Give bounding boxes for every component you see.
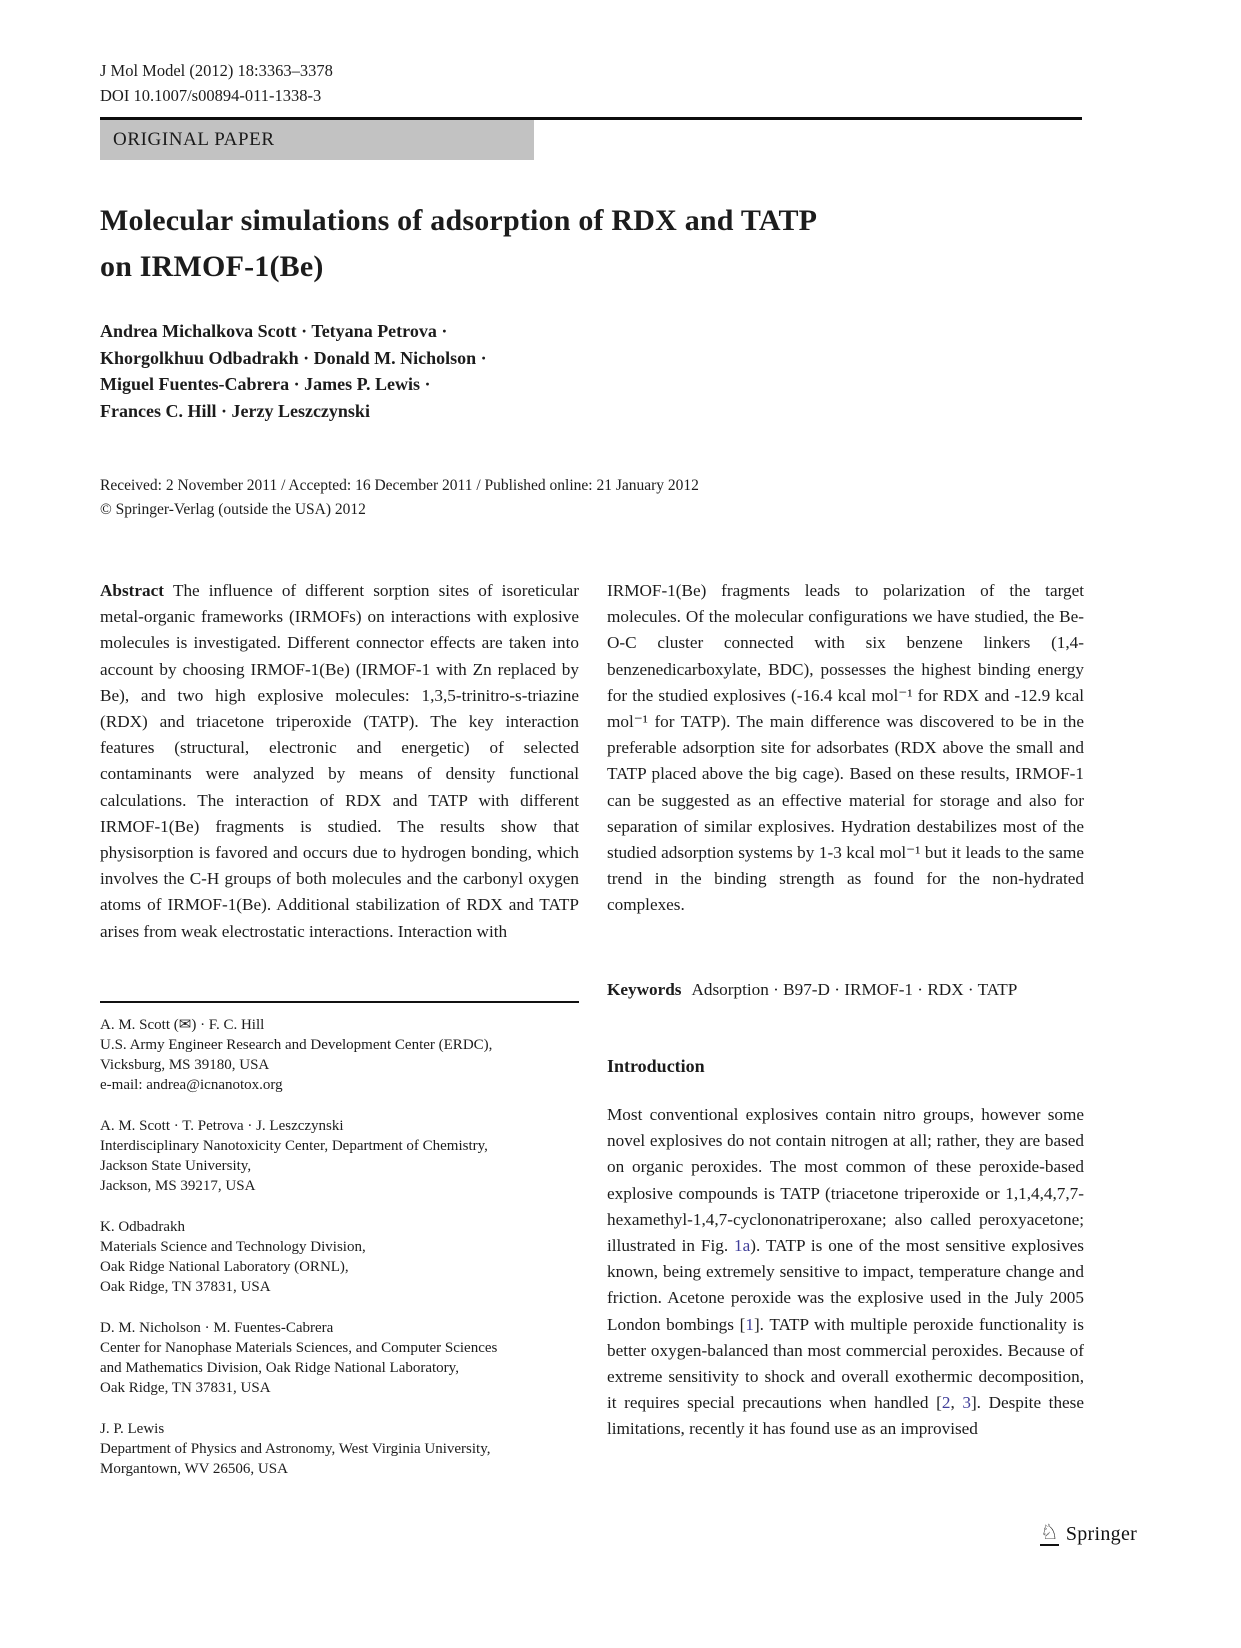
- intro-text: ]. Despite these limitations, recently it has found use as an improvised: [607, 1393, 1084, 1439]
- article-title: [100, 198, 817, 290]
- introduction-paragraph-container: [607, 1102, 1084, 1443]
- copyright-line: © Springer-Verlag (outside the USA) 2012: [100, 501, 366, 518]
- affiliation-block: [100, 1015, 579, 1095]
- keywords-label: Keywords: [607, 980, 682, 999]
- author-line: Miguel Fuentes-Cabrera · James P. Lewis ·: [100, 374, 431, 394]
- author-list: [100, 318, 487, 424]
- affiliation-line: J. P. Lewis: [100, 1421, 165, 1437]
- affiliation-block: [100, 1318, 579, 1398]
- intro-text: ]. TATP with multiple peroxide functionality is better oxygen-balanced than most commercial peroxides. Because of extreme sensitivity to shock and overall exothermic decomposition, it requires special precautions when handled [: [607, 1314, 1084, 1413]
- affiliation-line: Jackson, MS 39217, USA: [100, 1178, 256, 1194]
- affiliation-line: Interdisciplinary Nanotoxicity Center, Department of Chemistry,: [100, 1138, 488, 1154]
- abstract-continuation-paragraph: [607, 578, 1084, 919]
- journal-citation: J Mol Model (2012) 18:3363–3378: [100, 61, 333, 80]
- affiliation-line: A. M. Scott · T. Petrova · J. Leszczynski: [100, 1118, 344, 1134]
- abstract-label: Abstract: [100, 581, 164, 600]
- affiliation-block: [100, 1419, 579, 1479]
- affiliation-line: and Mathematics Division, Oak Ridge National Laboratory,: [100, 1360, 459, 1376]
- figure-1a-link[interactable]: 1a: [734, 1236, 751, 1256]
- keywords-row: [607, 977, 1084, 1003]
- author-line: Andrea Michalkova Scott · Tetyana Petrova ·: [100, 321, 448, 341]
- affiliation-line: Vicksburg, MS 39180, USA: [100, 1057, 270, 1073]
- reference-2-link[interactable]: 2: [941, 1393, 951, 1413]
- article-title-line1: Molecular simulations of adsorption of RDX and TATP: [100, 204, 818, 237]
- right-column: [607, 578, 1084, 919]
- left-column: [100, 578, 579, 945]
- affiliation-line: Jackson State University,: [100, 1158, 252, 1174]
- footnote-rule: [100, 1001, 579, 1003]
- affiliation-line: Oak Ridge, TN 37831, USA: [100, 1380, 271, 1396]
- affiliations-footnote-area: [100, 1001, 579, 1500]
- publisher-logo-text: Springer: [1065, 1523, 1138, 1545]
- author-line: Khorgolkhuu Odbadrakh · Donald M. Nicholson ·: [100, 347, 487, 368]
- article-type-label: ORIGINAL PAPER: [113, 129, 275, 150]
- received-accepted-line: Received: 2 November 2011 / Accepted: 16 December 2011 / Published online: 21 January 2012: [100, 477, 699, 494]
- affiliation-line: Oak Ridge, TN 37831, USA: [100, 1279, 271, 1295]
- intro-text: ,: [950, 1393, 963, 1413]
- publisher-logo: [1040, 1522, 1137, 1546]
- article-type-banner: [100, 120, 534, 160]
- section-heading-introduction: Introduction: [607, 1056, 705, 1076]
- springer-knight-icon: ♘: [1040, 1520, 1059, 1544]
- abstract-text-right: IRMOF-1(Be) fragments leads to polarization of the target molecules. Of the molecular configurations we have studied, the Be-O-C cluster connected with six benzene linkers (1,4-benzenedicarboxylate, BDC), possesses the highest binding energy for the studied explosives (-16.4 kcal mol⁻¹ for RDX and -12.9 kcal mol⁻¹ for TATP). The main difference was discovered to be in the preferable adsorption site for adsorbates (RDX above the small and TATP placed above the big cage). Based on these results, IRMOF-1 can be suggested as an effective material for storage and also for separation of similar explosives. Hydration destabilizes most of the studied adsorption systems by 1-3 kcal mol⁻¹ but it leads to the same trend in the binding strength as found for the non-hydrated complexes.: [607, 581, 1084, 915]
- publication-history: [100, 474, 699, 522]
- doi-line: DOI 10.1007/s00894-011-1338-3: [100, 86, 322, 105]
- affiliation-line: K. Odbadrakh: [100, 1219, 185, 1235]
- affiliation-line: Materials Science and Technology Division,: [100, 1239, 366, 1255]
- abstract-text-left: The influence of different sorption sites of isoreticular metal-organic frameworks (IRMOFs) on interactions with explosive molecules is investigated. Different connector effects are taken into account by choosing IRMOF-1(Be) (IRMOF-1 with Zn replaced by Be), and two high explosive molecules: 1,3,5-trinitro-s-triazine (RDX) and triacetone triperoxide (TATP). The key interaction features (structural, electronic and energetic) of selected contaminants were analyzed by means of density functional calculations. The interaction of RDX and TATP with different IRMOF-1(Be) fragments is studied. The results show that physisorption is favored and occurs due to hydrogen bonding, which involves the C-H groups of both molecules and the carbonyl oxygen atoms of IRMOF-1(Be). Additional stabilization of RDX and TATP arises from weak electrostatic interactions. Interaction with: [100, 581, 579, 941]
- affiliation-line: U.S. Army Engineer Research and Development Center (ERDC),: [100, 1037, 493, 1053]
- affiliation-block: [100, 1116, 579, 1196]
- introduction-paragraph: [607, 1102, 1084, 1443]
- affiliation-line: Department of Physics and Astronomy, West Virginia University,: [100, 1441, 491, 1457]
- abstract-paragraph: [100, 578, 579, 945]
- affiliation-line: Oak Ridge National Laboratory (ORNL),: [100, 1259, 349, 1275]
- author-line: Frances C. Hill · Jerzy Leszczynski: [100, 400, 370, 421]
- intro-text: Most conventional explosives contain nitro groups, however some novel explosives do not contain nitrogen at all; rather, they are based on organic peroxides. The most common of these peroxide-based explosive compounds is TATP (triacetone triperoxide or 1,1,4,4,7,7-hexamethyl-1,4,7-cyclononatriperoxane; also called peroxyacetone; illustrated in Fig.: [607, 1105, 1084, 1256]
- journal-header: [100, 58, 333, 108]
- affiliation-line: A. M. Scott (✉) · F. C. Hill: [100, 1017, 265, 1033]
- affiliation-email-line: e-mail: andrea@icnanotox.org: [100, 1077, 283, 1093]
- affiliation-line: Center for Nanophase Materials Sciences, and Computer Sciences: [100, 1340, 498, 1356]
- affiliation-line: D. M. Nicholson · M. Fuentes-Cabrera: [100, 1320, 334, 1336]
- keywords-text: Adsorption · B97-D · IRMOF-1 · RDX · TATP: [691, 980, 1018, 999]
- reference-1-link[interactable]: 1: [745, 1314, 754, 1334]
- article-title-line2: on IRMOF-1(Be): [100, 250, 324, 283]
- intro-text: ). TATP is one of the most sensitive explosives known, being extremely sensitive to impact, temperature change and friction. Acetone peroxide was the explosive used in the July 2005 London bombings [: [607, 1236, 1084, 1334]
- reference-3-link[interactable]: 3: [962, 1393, 971, 1413]
- affiliation-line: Morgantown, WV 26506, USA: [100, 1461, 288, 1477]
- affiliation-block: [100, 1217, 579, 1297]
